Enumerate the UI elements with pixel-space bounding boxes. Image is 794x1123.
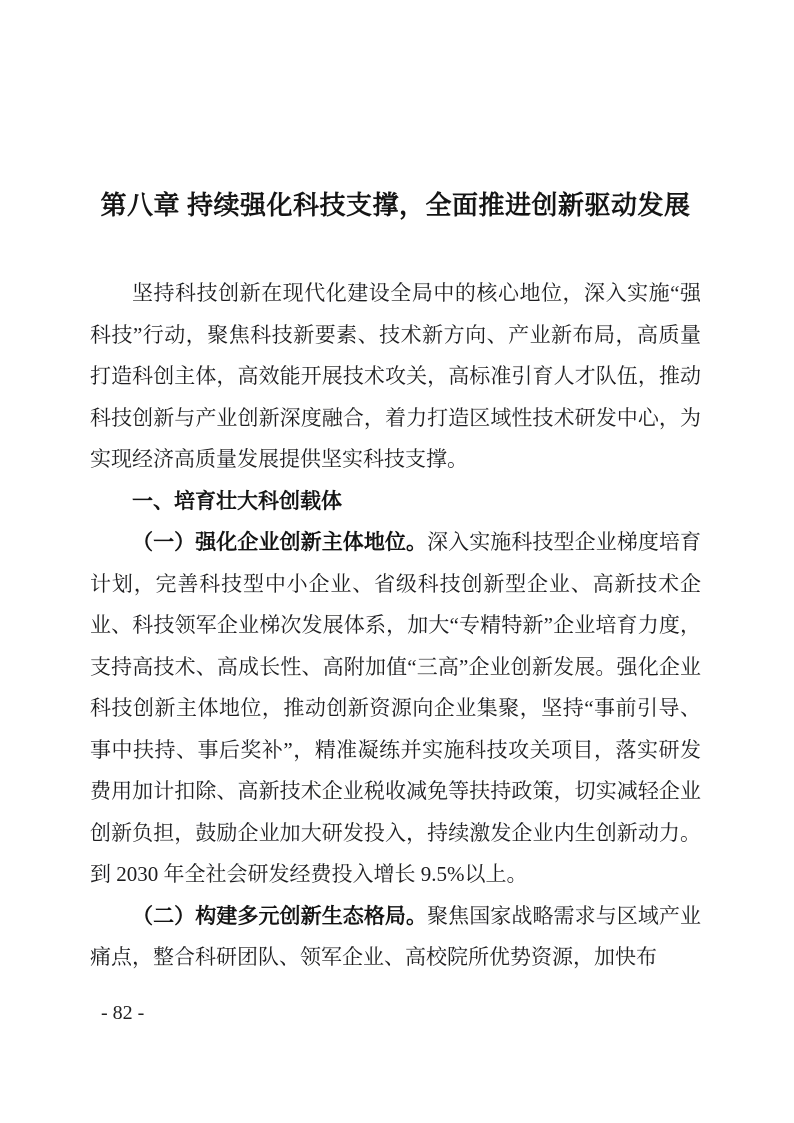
section-1-2-paragraph — [90, 896, 701, 979]
section-1-2-text: 聚焦国家战略需求与区域产业痛点，整合科研团队、领军企业、高校院所优势资源，加快布 — [90, 903, 702, 969]
section-1-2-lead: （二）构建多元创新生态格局。 — [132, 903, 428, 928]
document-content — [90, 186, 701, 979]
chapter-title: 第八章 持续强化科技支撑，全面推进创新驱动发展 — [100, 191, 691, 220]
section-1-1-text: 深入实施科技型企业梯度培育计划，完善科技型中小企业、省级科技创新型企业、高新技术企业、科技领军企业梯次发展体系，加大“专精特新”企业培育力度，支持高技术、高成长性、高附加值“三高”企业创新发展。强化企业科技创新主体地位，推动创新资源向企业集聚，坚持“事前引导、事中扶持、事后奖补”，精准凝练并实施科技攻关项目，落实研发费用加计扣除、高新技术企业税收减免等扶持政策，切实减轻企业创新负担，鼓励企业加大研发投入，持续激发企业内生创新动力。到 2030 年全社会研发经费投入增长 9.5%以上。 — [90, 530, 702, 886]
intro-paragraph-text: 坚持科技创新在现代化建设全局中的核心地位，深入实施“强科技”行动，聚焦科技新要素、技术新方向、产业新布局，高质量打造科创主体，高效能开展技术攻关，高标准引育人才队伍，推动科技创新与产业创新深度融合，着力打造区域性技术研发中心，为实现经济高质量发展提供坚实科技支撑。 — [90, 281, 701, 471]
section-1-1-paragraph — [90, 522, 701, 896]
section-1-heading: 一、培育壮大科创载体 — [132, 489, 342, 513]
intro-paragraph — [90, 273, 701, 481]
page-number: - 82 - — [101, 1002, 145, 1024]
section-1-1-lead: （一）强化企业创新主体地位。 — [132, 530, 428, 554]
